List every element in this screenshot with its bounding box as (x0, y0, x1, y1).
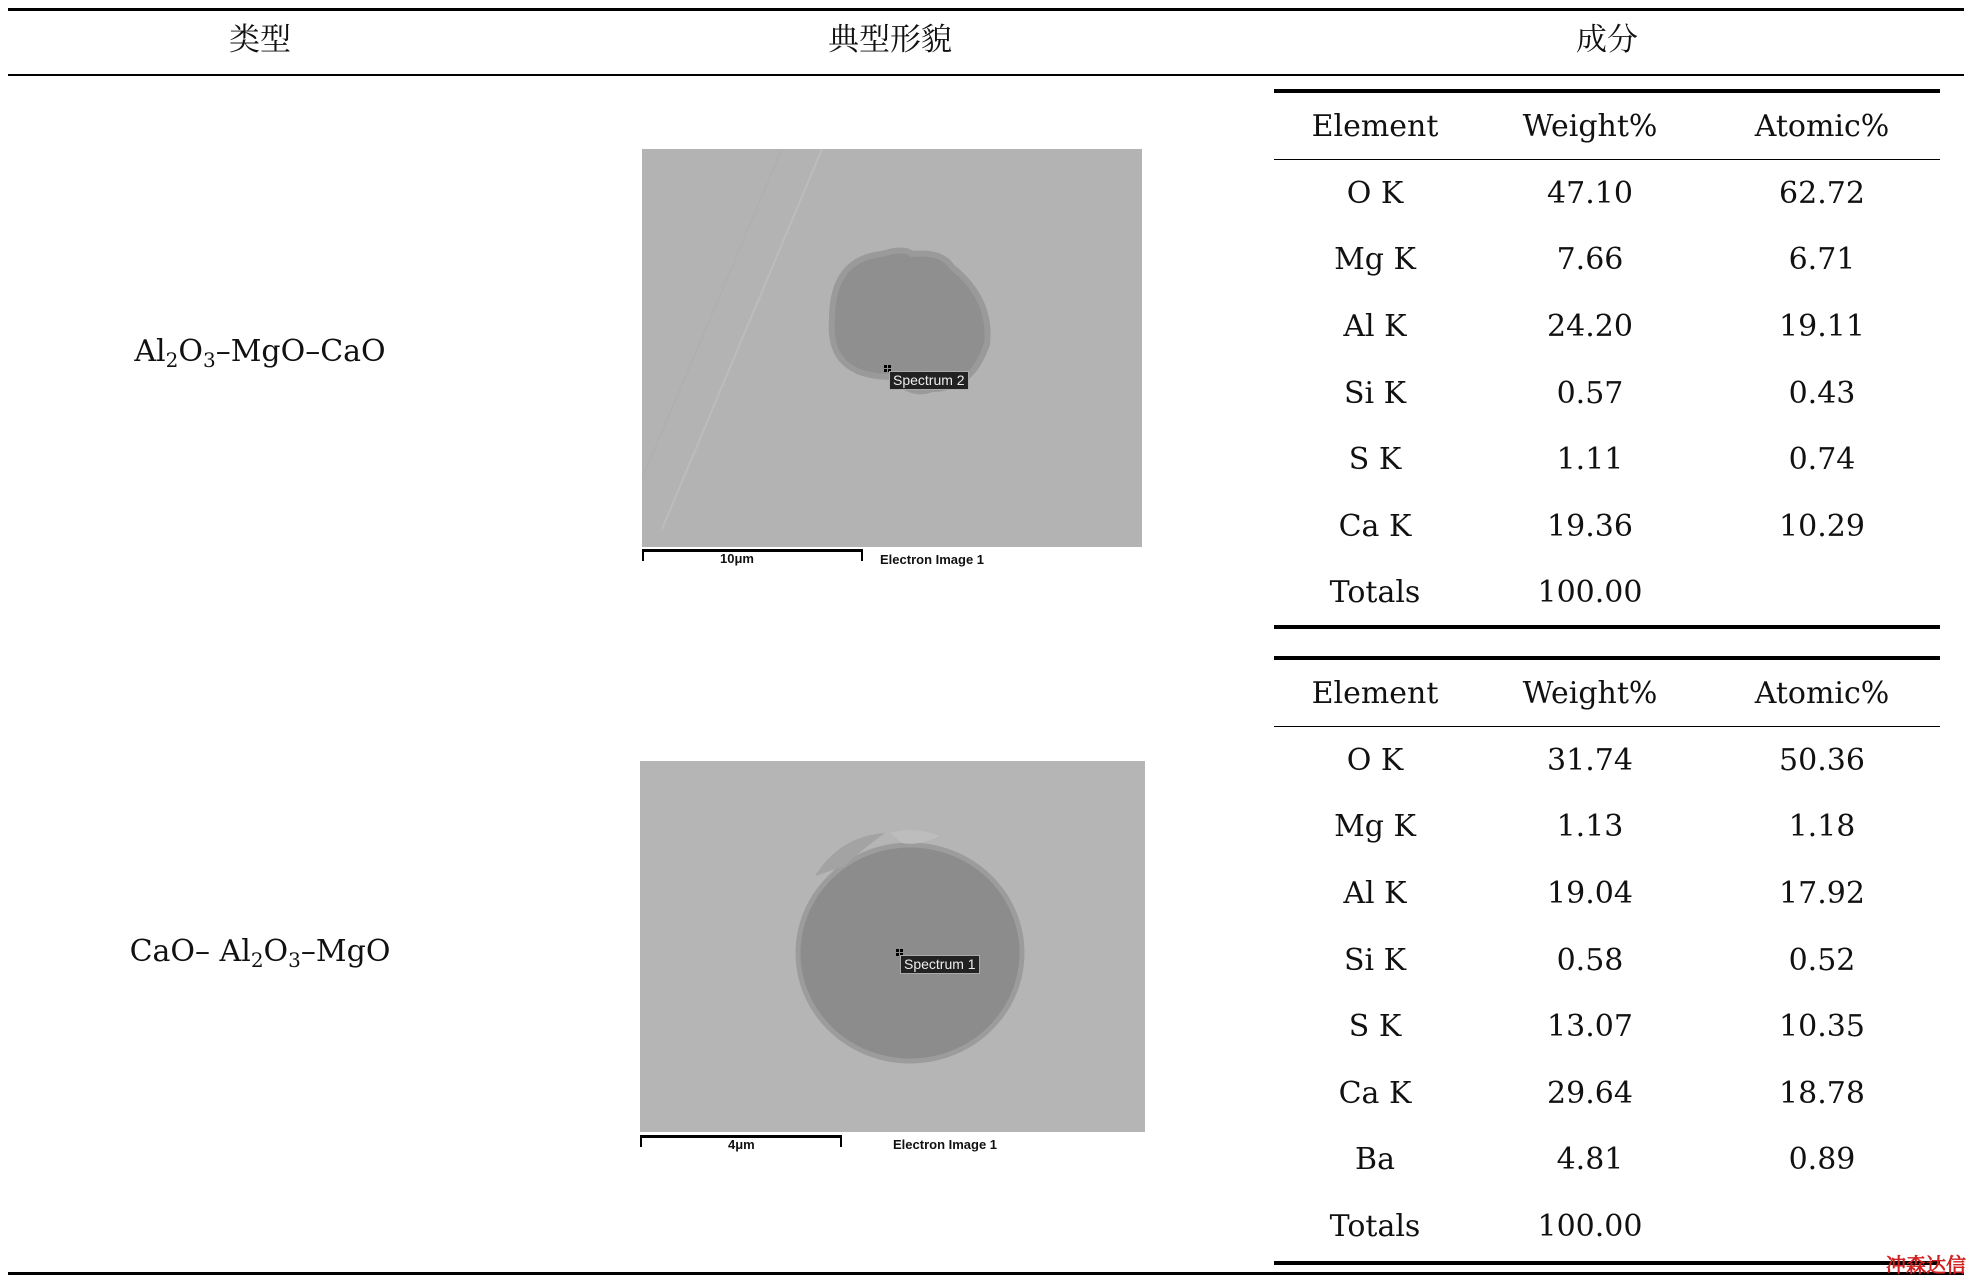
inclusion-type-2: CaO– $Al_2O_3$–MgO (129, 934, 391, 972)
element-cell: Mg K (1334, 809, 1416, 845)
spectrum-label-2: Spectrum 1 (900, 955, 980, 974)
sem-image-2 (640, 761, 1145, 1156)
element-cell: S K (1348, 1009, 1402, 1045)
weight-cell: 100.00 (1537, 575, 1643, 611)
image-caption-1: Electron Image 1 (880, 552, 985, 567)
element-cell: Si K (1343, 375, 1407, 411)
column-header: Weight% (1522, 108, 1658, 144)
table-top-rule (8, 8, 1964, 11)
element-cell: O K (1346, 175, 1404, 211)
table-row (1274, 1127, 1940, 1194)
atomic-cell: 6.71 (1788, 242, 1856, 278)
atomic-cell: 19.11 (1779, 308, 1865, 344)
element-cell: S K (1348, 442, 1402, 478)
element-cell: Mg K (1334, 242, 1416, 278)
table-row (1274, 493, 1940, 560)
table-row (1274, 360, 1940, 427)
composition-table-header (1274, 660, 1940, 727)
composition-table-body (1274, 727, 1940, 1260)
spectrum-label-1: Spectrum 2 (889, 371, 969, 390)
weight-cell: 0.57 (1556, 375, 1624, 411)
atomic-cell: 1.18 (1788, 809, 1856, 845)
column-header: Weight% (1522, 675, 1658, 711)
element-cell: Totals (1329, 1208, 1421, 1244)
weight-cell: 0.58 (1556, 942, 1624, 978)
header-morphology: 典型形貌 (828, 22, 952, 58)
table-bottom-rule (8, 1272, 1964, 1275)
table-row (1274, 1193, 1940, 1260)
table-row (1274, 560, 1940, 627)
weight-cell: 19.36 (1547, 508, 1633, 544)
sem-image-1 (642, 149, 1142, 569)
element-cell: O K (1346, 742, 1404, 778)
element-cell: Ba (1355, 1142, 1395, 1178)
weight-cell: 4.81 (1556, 1142, 1624, 1178)
scale-text-2: 4μm (728, 1137, 755, 1152)
atomic-cell: 0.74 (1788, 442, 1856, 478)
table-row (1274, 727, 1940, 794)
weight-cell: 24.20 (1547, 308, 1633, 344)
atomic-cell: 0.43 (1788, 375, 1856, 411)
weight-cell: 29.64 (1547, 1075, 1633, 1111)
atomic-cell: 0.89 (1788, 1142, 1856, 1178)
composition-table-body (1274, 160, 1940, 626)
element-cell: Ca K (1338, 1075, 1412, 1111)
table-row (1274, 993, 1940, 1060)
element-cell: Ca K (1338, 508, 1412, 544)
composition-table-header (1274, 93, 1940, 160)
header-type: 类型 (229, 22, 291, 58)
table-row (1274, 293, 1940, 360)
header-composition: 成分 (1576, 22, 1638, 58)
column-header: Atomic% (1754, 675, 1890, 711)
element-cell: Al K (1343, 308, 1407, 344)
header-rule (8, 74, 1964, 76)
weight-cell: 31.74 (1547, 742, 1633, 778)
sem-micrograph-2 (640, 761, 1145, 1132)
table-row (1274, 227, 1940, 294)
table-row (1274, 927, 1940, 994)
weight-cell: 7.66 (1556, 242, 1624, 278)
atomic-cell: 10.29 (1779, 508, 1865, 544)
table-row (1274, 1060, 1940, 1127)
composition-table-1 (1274, 89, 1940, 629)
atomic-cell: 17.92 (1779, 875, 1865, 911)
table-row (1274, 794, 1940, 861)
atomic-cell: 0.52 (1788, 942, 1856, 978)
weight-cell: 1.13 (1556, 809, 1624, 845)
weight-cell: 100.00 (1537, 1208, 1643, 1244)
weight-cell: 47.10 (1547, 175, 1633, 211)
atomic-cell: 10.35 (1779, 1009, 1865, 1045)
watermark-logo: 冲森达信 (1886, 1253, 1966, 1277)
column-header: Atomic% (1754, 108, 1890, 144)
composition-table-2 (1274, 656, 1940, 1265)
atomic-cell: 62.72 (1779, 175, 1865, 211)
element-cell: Si K (1343, 942, 1407, 978)
scale-text-1: 10μm (720, 551, 754, 566)
image-caption-2: Electron Image 1 (893, 1137, 998, 1152)
inclusion-type-1: $Al_2O_3-MgO$–CaO (134, 334, 386, 372)
weight-cell: 13.07 (1547, 1009, 1633, 1045)
column-header: Element (1311, 675, 1439, 711)
atomic-cell (1704, 560, 1940, 627)
atomic-cell: 50.36 (1779, 742, 1865, 778)
atomic-cell: 18.78 (1779, 1075, 1865, 1111)
table-row (1274, 860, 1940, 927)
sem-micrograph-1 (642, 149, 1142, 547)
weight-cell: 1.11 (1556, 442, 1624, 478)
element-cell: Al K (1343, 875, 1407, 911)
column-header: Element (1311, 108, 1439, 144)
weight-cell: 19.04 (1547, 875, 1633, 911)
element-cell: Totals (1329, 575, 1421, 611)
table-row (1274, 426, 1940, 493)
table-row (1274, 160, 1940, 227)
